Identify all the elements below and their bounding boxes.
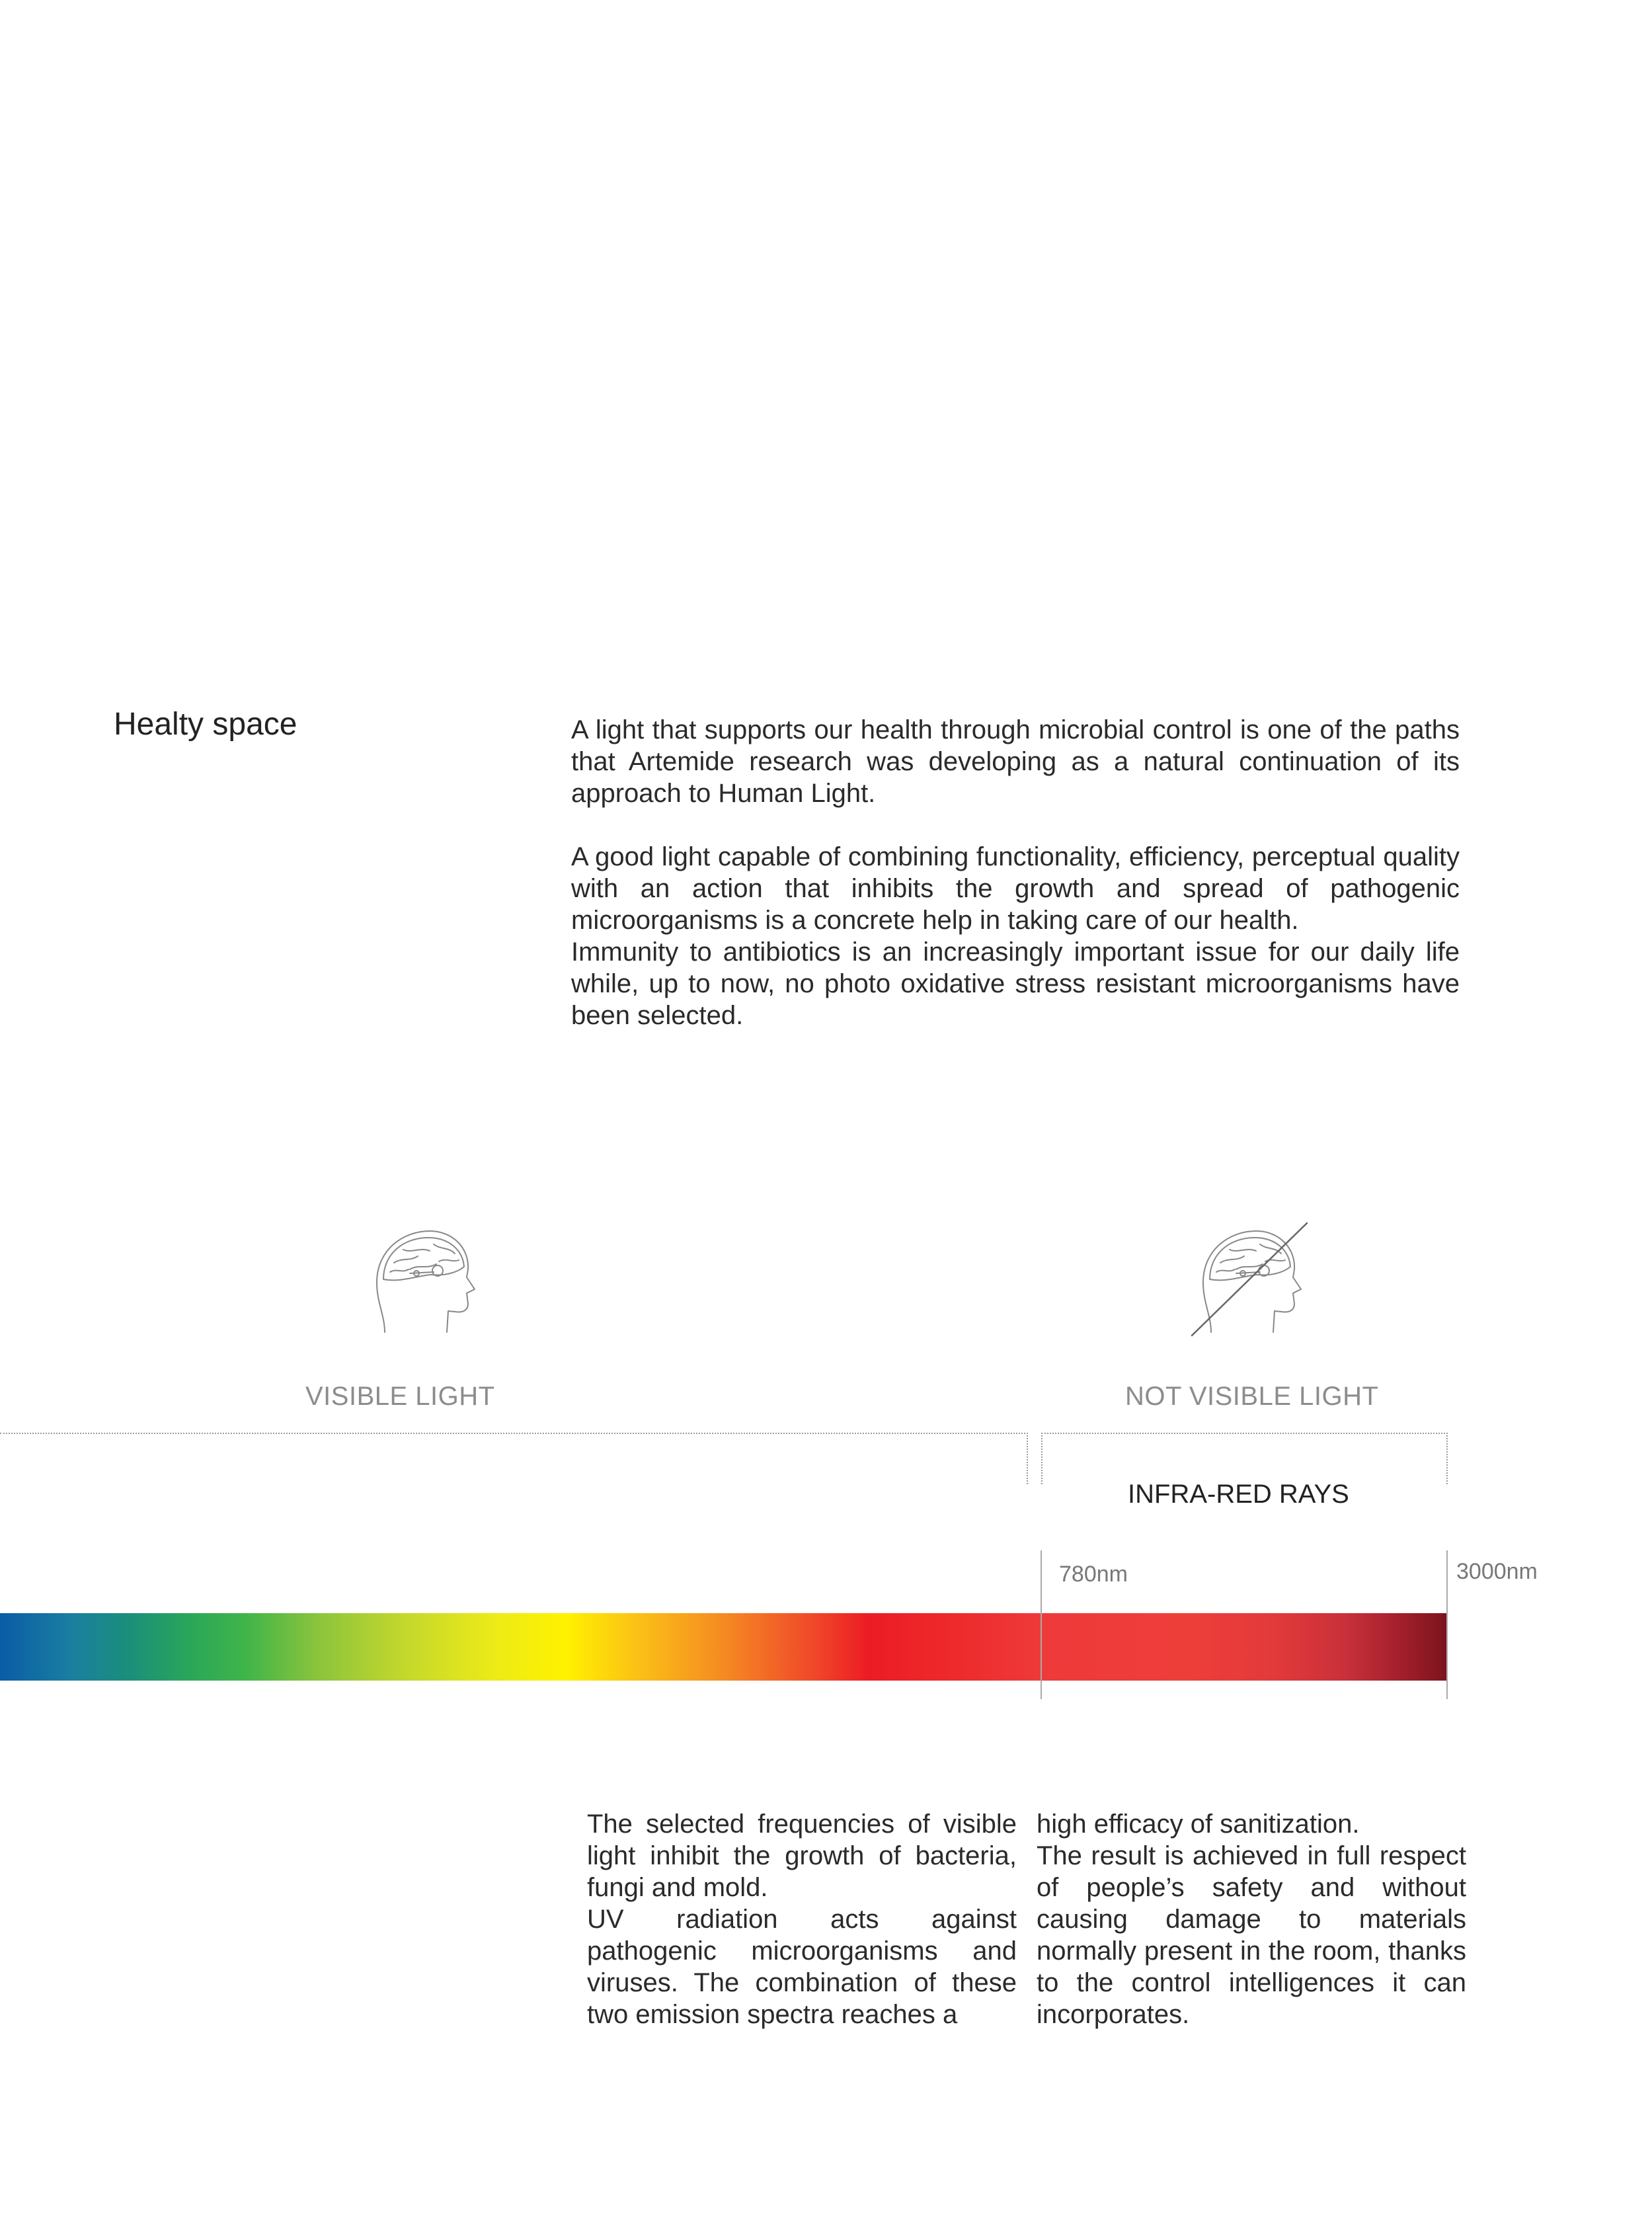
not-visible-light-label: NOT VISIBLE LIGHT <box>1125 1382 1379 1411</box>
marker-780nm <box>1041 1550 1042 1699</box>
body-col1-paragraph-2: UV radiation acts against pathogenic microorganisms and viruses. The combination of these two emission spectra reaches a <box>587 1905 1017 2029</box>
page-title: Healty space <box>114 707 297 742</box>
head-brain-crossed-icon <box>1187 1216 1312 1342</box>
body-column-1 <box>587 1808 1017 2030</box>
infrared-bracket-start <box>1041 1433 1042 1484</box>
wavelength-3000-label: 3000nm <box>1456 1559 1538 1584</box>
visible-bracket-top <box>0 1433 1028 1434</box>
body-column-2 <box>1037 1808 1466 2030</box>
visible-light-label: VISIBLE LIGHT <box>305 1382 495 1411</box>
head-brain-icon <box>370 1223 476 1339</box>
marker-3000nm <box>1446 1550 1448 1699</box>
light-spectrum-bar <box>0 1613 1448 1681</box>
visible-bracket-end <box>1027 1433 1028 1484</box>
body-col2-paragraph-1: high efficacy of sanitization. <box>1037 1810 1360 1839</box>
body-col2-paragraph-2: The result is achieved in full respect of people’s safety and without causing damage to materials normally present in the room, thanks to the control intelligences it can incorporates. <box>1037 1841 1466 2029</box>
intro-paragraph-2: A good light capable of combining functionality, efficiency, perceptual quality with an action that inhibits the growth and spread of pathogenic microorganisms is a concrete help in taking care of our health. <box>571 842 1460 935</box>
infrared-bracket-end <box>1446 1433 1448 1484</box>
intro-paragraph-3: Immunity to antibiotics is an increasingly important issue for our daily life while, up to now, no photo oxidative stress resistant microorganisms have been selected. <box>571 937 1460 1030</box>
intro-text <box>571 714 1460 1031</box>
infrared-bracket-top <box>1041 1433 1448 1434</box>
infrared-rays-label: INFRA-RED RAYS <box>1128 1480 1349 1509</box>
wavelength-780-label: 780nm <box>1059 1562 1128 1587</box>
body-col1-paragraph-1: The selected frequencies of visible light inhibit the growth of bacteria, fungi and mold. <box>587 1810 1017 1902</box>
intro-paragraph-1: A light that supports our health through microbial control is one of the paths that Artemide research was developing as a natural continuation of its approach to Human Light. <box>571 715 1460 808</box>
